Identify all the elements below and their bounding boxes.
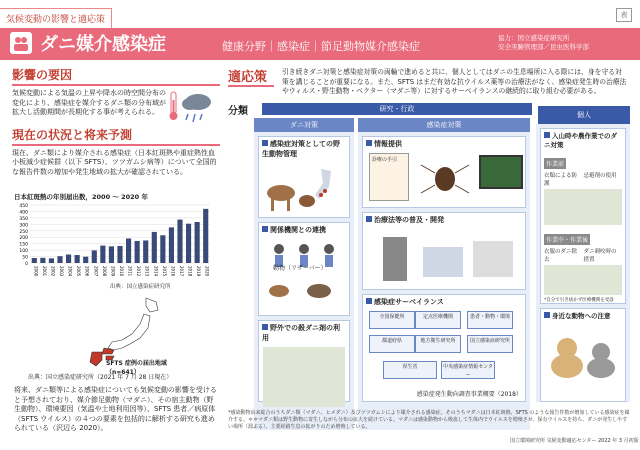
- bar: [169, 227, 174, 263]
- y-tick-label: 150: [19, 242, 28, 248]
- x-tick-label: 2018: [187, 266, 193, 277]
- y-tick-label: 300: [19, 223, 28, 229]
- y-tick-label: 200: [19, 236, 28, 242]
- surveillance-node: 定点医療機関: [415, 311, 461, 329]
- x-tick-label: 2015: [161, 266, 167, 277]
- bar: [83, 257, 88, 263]
- bar: [135, 241, 140, 263]
- x-tick-label: 2001: [41, 266, 47, 277]
- bar: [57, 256, 62, 263]
- clothing-protection: 衣類による防護: [544, 173, 578, 187]
- tick-icon: [415, 155, 475, 201]
- credit: 協力：国立感染症研究所 安全実験管理部／昆虫医科学部: [498, 34, 589, 51]
- category-tag: 気候変動の影響と適応策: [0, 8, 112, 29]
- surveillance-note: 感染症発生動向調査事業概要（2018）: [416, 391, 522, 398]
- microscope-illustration: [363, 227, 523, 287]
- y-tick-label: 350: [19, 216, 28, 222]
- reservoir-note: 動物（リザーバー）: [273, 265, 327, 272]
- tv-screen-icon: [479, 155, 523, 189]
- bar: [40, 258, 45, 263]
- surveillance-node: 国立感染症研究所: [467, 335, 513, 353]
- rain-thermometer-icon: [168, 88, 214, 128]
- x-tick-label: 2002: [50, 266, 56, 277]
- y-tick-label: 50: [22, 255, 28, 261]
- bite-photo: [544, 265, 622, 295]
- y-tick-label: 450: [19, 204, 28, 209]
- surveillance-flow: [363, 309, 525, 389]
- y-tick-label: 400: [19, 210, 28, 216]
- pets-box: [540, 308, 626, 402]
- before-work-label: 作業前: [544, 158, 566, 169]
- acaricide-box: [258, 320, 350, 402]
- bar: [109, 246, 114, 263]
- bar: [49, 258, 54, 263]
- map-caption: 出典：国立感染症研究所（2021 年 7 月 28 日現在）: [28, 374, 173, 381]
- footnote: *感染動物由来総合のうちダニ類（マダニ、ヒメダニ）及びツツガムシにより媒介される感染症。そのうちマダニは日本紅斑熱、SFTS のような報告件数が増加している感染症を媒介する。＊＊マダニ類は野生動物に寄生しながら分布の拡大を続けている。マダニは感染動物から吸血して生体内でウイルスを増殖させ、保有ウイルスを持ち、ダニが発生しやすい場所（溜ぶる）、主要経路生息の拡がりのため増殖している。: [228, 410, 630, 430]
- x-tick-label: 2007: [93, 266, 99, 277]
- bite-response: ダニ刺咬時の措置: [583, 249, 617, 263]
- x-tick-label: 2016: [170, 266, 176, 277]
- x-tick-label: 2006: [84, 266, 90, 277]
- dog-cat-illustration: [541, 322, 625, 392]
- bar: [186, 224, 191, 263]
- repellent-use: 忌避剤の使用: [583, 173, 617, 179]
- treatment-title: 治療法等の普及・開発: [374, 216, 444, 224]
- acaricide-title: 野外での殺ダニ剤の利用: [262, 324, 340, 342]
- measures-intro: 引き続きダニ対策と感染症対策の両輪で進めると共に、個人としてはダニの生息場所に入る際には、身を守る対策を講じることが重要になる。また、SFTS はまだ有効な抗ウイルス薬等の治療法がなく、感染症発生時の治療法やウィルス・野生動物・ベクター（マダニ等）に対するサーベイランスの継続的に取り組む必要がある。: [282, 68, 627, 96]
- surveillance-node: 都道府県: [369, 335, 415, 353]
- cooperation-illustration: [259, 237, 349, 307]
- surveillance-box: [362, 294, 526, 402]
- bar: [66, 254, 71, 263]
- status-text: 現在、ダニ類により媒介される感染症（日本紅斑熱や重症熱性血小板減少症候群（以下 SFTS）、ツツガムシ病等）について全国的な報告件数の増加や発生地域の拡大が確認されている。: [12, 148, 217, 176]
- research-admin-bar: 研究・行政: [262, 103, 532, 115]
- treatment-box: [362, 212, 526, 290]
- surveillance-node: 厚生省: [383, 361, 437, 379]
- surveillance-title: 感染症サーベイランス: [374, 298, 444, 306]
- japan-map: [60, 296, 180, 374]
- bar: [92, 250, 97, 263]
- bar: [203, 209, 208, 263]
- bar-chart-svg: [14, 201, 214, 279]
- bar: [100, 246, 105, 263]
- x-tick-label: 2013: [144, 266, 150, 277]
- x-tick-label: 2014: [153, 266, 159, 277]
- surveillance-node: 地方衛生研究所: [415, 335, 461, 353]
- x-tick-label: 2010: [119, 266, 124, 277]
- measures-heading: 適応策: [228, 66, 274, 87]
- wildlife-title: 感染症対策としての野生動物管理: [262, 140, 340, 158]
- field-protection-title: 入山時や農作業でのダニ対策: [544, 132, 617, 149]
- info-box: [362, 136, 526, 208]
- y-tick-label: 0: [25, 262, 28, 267]
- cooperation-title: 関係機関との連携: [270, 226, 326, 234]
- guide-booklet: 診療の手引: [369, 153, 409, 201]
- bar: [117, 246, 122, 263]
- wildlife-box: [258, 136, 350, 218]
- clothes-tick-removal: 衣服のダニ除去: [544, 249, 578, 263]
- people-icon: [10, 32, 32, 54]
- tick-column-head: ダニ対策: [254, 118, 354, 132]
- x-tick-label: 2005: [76, 266, 82, 277]
- impact-text: 気候変動による気温の上昇や降水の時空間分布の変化により、感染症を媒介するダニ類の分布域が拡大し活動期間が長期化する事が考えられる。: [12, 89, 166, 117]
- pets-title: 身近な動物への注意: [552, 312, 611, 320]
- protection-photo: [544, 189, 622, 225]
- deer-japan-illustration: [259, 161, 349, 217]
- individual-head: 個人: [538, 106, 630, 124]
- x-tick-label: 2019: [196, 266, 202, 277]
- page-title: ダニ媒介感染症: [40, 34, 166, 55]
- y-tick-label: 100: [19, 249, 28, 255]
- surveillance-node: 患者・動物・環境: [467, 311, 513, 329]
- jsf-chart: [14, 192, 216, 280]
- bar: [160, 235, 165, 263]
- bar: [152, 232, 157, 263]
- x-tick-label: 2009: [110, 266, 116, 277]
- field-photo: [263, 347, 345, 407]
- page-badge: 表: [616, 8, 632, 22]
- bar: [32, 258, 37, 263]
- x-tick-label: 2004: [67, 266, 73, 277]
- map-title: SFTS 症例の届出地域（n=641）: [106, 360, 167, 376]
- infection-column-head: 感染症対策: [358, 118, 530, 132]
- cooperation-box: [258, 222, 350, 316]
- y-tick-label: 250: [19, 229, 28, 235]
- classification-label: 分類: [228, 106, 248, 117]
- x-tick-label: 2020: [204, 266, 210, 277]
- x-tick-label: 2017: [179, 266, 184, 277]
- bar: [143, 240, 148, 263]
- surveillance-node: 中央感染症情報センター: [441, 361, 495, 379]
- footer: 国立環境研究所 気候変動適応センター 2022 年 3 月初版: [510, 438, 639, 444]
- bar: [126, 239, 131, 263]
- bar: [75, 255, 80, 263]
- page-subtitle: 健康分野｜感染症｜節足動物媒介感染症: [222, 40, 420, 53]
- bar: [195, 222, 200, 263]
- x-tick-label: 2011: [127, 266, 133, 277]
- info-title: 情報提供: [374, 140, 402, 148]
- bite-note: *自分で引き抜かず医療機関を受診: [544, 298, 614, 303]
- x-tick-label: 2003: [59, 266, 64, 277]
- future-text: 将来、ダニ類等による感染症についても気候変動の影響を受けると予想されており、媒介節足動物（マダニ）、その宿主動物（野生動物）、環境要因（気温や土地利用因等）、SFTS 患者／病原体（SFTS ウイルス）の４つの要素を包括的に解析する研究も進められている（沢辺ら 2020）。: [14, 386, 217, 433]
- surveillance-node: 全国保健所: [369, 311, 415, 329]
- chart-title: 日本紅斑熱の年別届出数，2000 〜 2020 年: [14, 193, 148, 201]
- after-work-label: 作業中・作業後: [544, 234, 590, 245]
- field-protection-box: [540, 128, 626, 304]
- x-tick-label: 2000: [33, 266, 39, 277]
- chart-source: 出典：国立感染症研究所: [110, 284, 171, 290]
- bar: [177, 220, 182, 263]
- x-tick-label: 2012: [136, 266, 142, 277]
- x-tick-label: 2008: [101, 266, 107, 277]
- status-heading: 現在の状況と将来予測: [12, 126, 220, 146]
- impact-heading: 影響の要因: [12, 66, 220, 86]
